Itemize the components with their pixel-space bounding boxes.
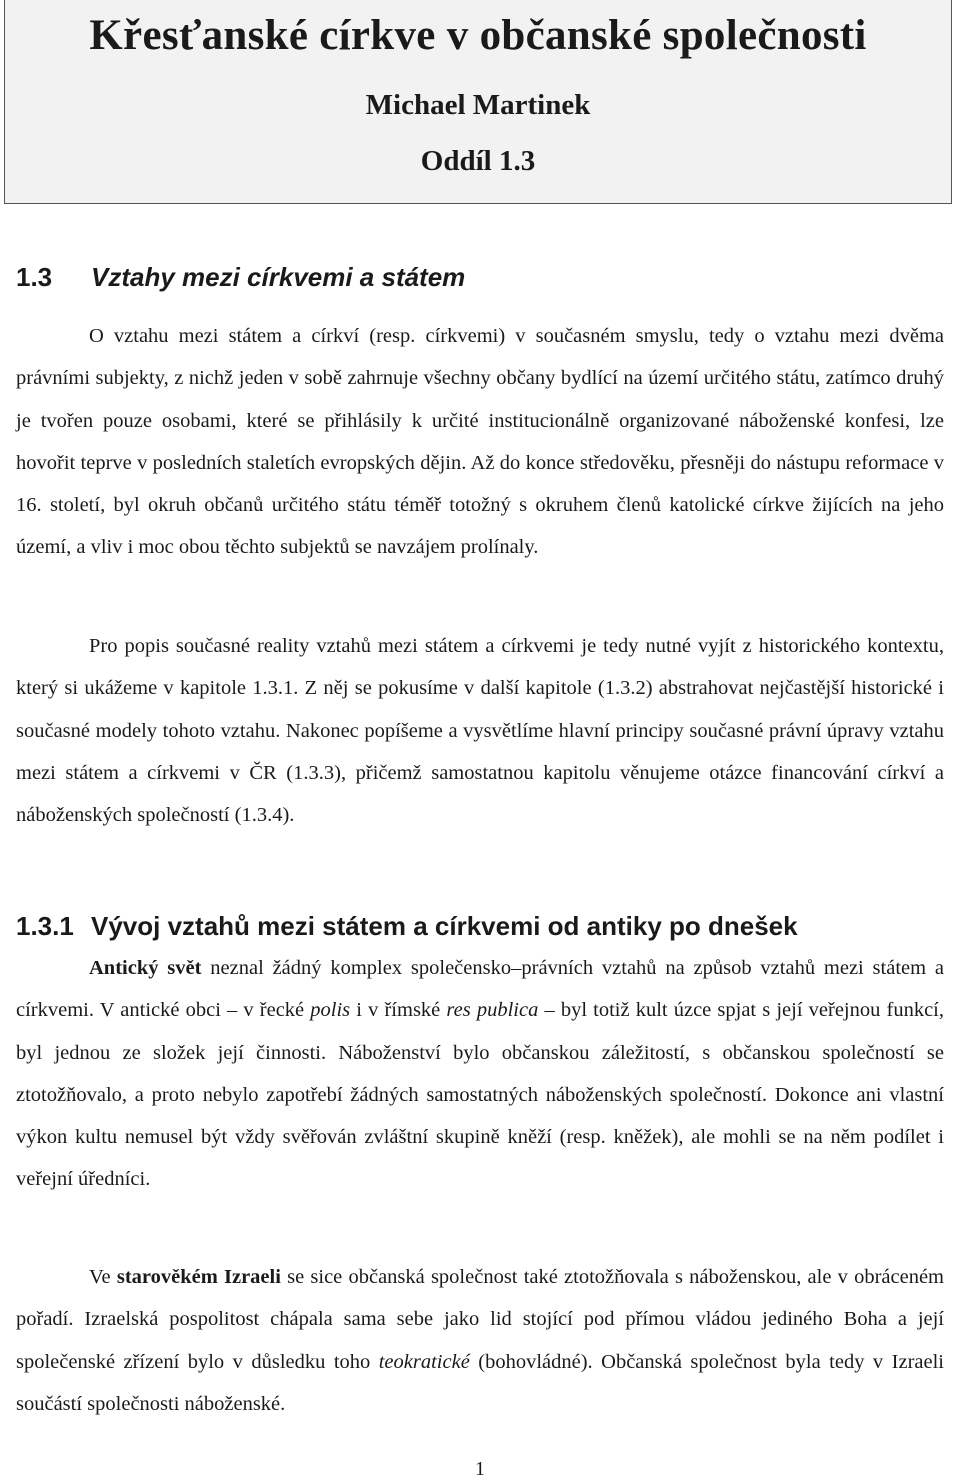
section-title: Vztahy mezi církvemi a státem: [91, 262, 466, 292]
section-heading-1-3-1: [16, 911, 798, 941]
bold-term: starověkém Izraeli: [116, 1266, 281, 1288]
paragraph-4: [16, 1256, 944, 1425]
text-run: i v římské: [350, 999, 447, 1022]
italic-term: polis: [310, 999, 351, 1022]
document-title: Křesťanské církve v občanské společnosti: [89, 12, 867, 59]
italic-term: res publica: [446, 999, 539, 1022]
text-run: (bohovládné). Občanská společnost byla tedy v Izraeli součástí společnosti náboženské.: [16, 1350, 944, 1415]
text-run: neznal žádný komplex společensko–právních vztahů na způsob vztahů mezi státem a církvemi. V antické obci – v řecké: [16, 957, 944, 1022]
document-section-label: Oddíl 1.3: [420, 145, 536, 177]
section-number: 1.3.1: [16, 911, 74, 941]
section-number: 1.3: [16, 262, 53, 292]
text-run: se sice občanská společnost také ztotožňovala s náboženskou, ale v obráceném pořadí. Izraelská pospolitost chápala sama sebe jako lid stojící pod přímou vládou jediného Boha a její společenské zřízení bylo v důsledku toho: [16, 1266, 944, 1373]
text-run: Ve: [89, 1266, 117, 1288]
page-number: 1: [475, 1458, 485, 1480]
italic-term: teokratické: [378, 1350, 470, 1373]
document-author: Michael Martinek: [365, 89, 591, 121]
paragraph-3: [16, 947, 944, 1201]
title-box: [4, 0, 952, 204]
paragraph-1: O vztahu mezi státem a církví (resp. církvemi) v současném smyslu, tedy o vztahu mezi dvěma právními subjekty, z nichž jeden v sobě zahrnuje všechny občany bydlící na území určitého státu, zatímco druhý je tvořen pouze osobami, které se přihlásily k určité institucionálně organizované náboženské konfesi, lze hovořit teprve v posledních staletích evropských dějin. Až do konce středověku, přesněji do nástupu reformace v 16. století, byl okruh občanů určitého státu téměř totožný s okruhem členů katolické církve žijících na jeho území, a vliv i moc obou těchto subjektů se navzájem prolínaly.: [16, 325, 944, 559]
bold-lead: Antický svět: [89, 957, 202, 979]
section-heading-1-3: [16, 262, 465, 292]
section-title: Vývoj vztahů mezi státem a církvemi od antiky po dnešek: [91, 911, 798, 941]
text-run: – byl totiž kult úzce spjat s její veřejnou funkcí, byl jednou ze složek její činnosti. Náboženství bylo občanskou záležitostí, s občanskou společností se ztotožňovalo, a proto nebylo zapotřebí žádných samostatných náboženských společností. Dokonce ani vlastní výkon kultu nemusel být vždy svěřován zvláštní skupině kněží (resp. kněžek), ale mohli se na něm podílet i veřejní úředníci.: [16, 999, 944, 1191]
paragraph-2: Pro popis současné reality vztahů mezi státem a církvemi je tedy nutné vyjít z historického kontextu, který si ukážeme v kapitole 1.3.1. Z něj se pokusíme v další kapitole (1.3.2) abstrahovat nejčastější historické i současné modely tohoto vztahu. Nakonec popíšeme a vysvětlíme hlavní principy současné právní úpravy vztahu mezi státem a církvemi v ČR (1.3.3), přičemž samostatnou kapitolu věnujeme otázce financování církví a náboženských společností (1.3.4).: [16, 635, 944, 827]
